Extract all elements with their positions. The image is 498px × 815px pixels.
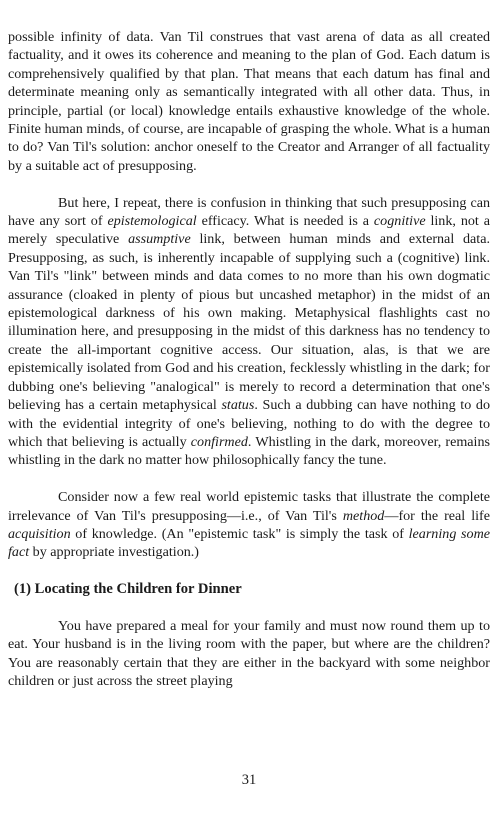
- section-heading: (1) Locating the Children for Dinner: [14, 581, 242, 598]
- text-run: link, between human minds and external data. Presupposing, as such, is inherently incapable of supplying such a (cognitive) link. Van Til's "link" between minds and data comes to no more than his own dogmatic assurance (cloaked in plenty of pious but uncashed metaphor) in the midst of an epistemological darkness of his own making. Metaphysical flashlights cast no illumination here, and presupposing in the midst of this darkness has no tendency to create the all-important cognitive access. Our situation, alas, is that we are epistemically isolated from God and his creation, fecklessly whistling in the dark; for dubbing one's believing "analogical" is merely to record a determination that one's believing has a certain metaphysical: [8, 231, 490, 414]
- text-run: by appropriate investigation.): [29, 544, 200, 561]
- italic-text: confirmed: [190, 433, 248, 450]
- italic-text: epistemological: [107, 213, 197, 230]
- italic-text: cognitive: [373, 213, 426, 230]
- paragraph-3: [8, 488, 490, 562]
- text-run: —for the real life: [384, 507, 490, 524]
- paragraph-gap: [8, 470, 490, 488]
- italic-text: acquisition: [8, 525, 71, 542]
- document-page: [8, 28, 490, 691]
- paragraph-gap: [8, 175, 490, 193]
- italic-text: method: [342, 507, 385, 524]
- text-run: You have prepared a meal for your family and must now round them up to eat. Your husband is in the living room with the paper, but where are the children? You are reasonably certain that they are either in the backyard with some neighbor children or just across the street playing: [8, 617, 490, 690]
- text-run: Consider now a few real world epistemic tasks that illustrate the complete irrelevance of Van Til's presupposing—i.e., of Van Til's: [8, 489, 490, 524]
- text-run: link, not a merely speculative: [8, 213, 490, 248]
- paragraph-gap: [8, 562, 490, 580]
- italic-text: status: [221, 397, 255, 414]
- text-run: But here, I repeat, there is confusion in thinking that such presupposing can have any sort of: [8, 194, 490, 230]
- italic-text: assumptive: [128, 231, 191, 248]
- paragraph-1: [8, 28, 490, 175]
- paragraph-2: [8, 194, 490, 470]
- text-run: of knowledge. (An "epistemic task" is simply the task of: [70, 525, 409, 542]
- text-run: . Such a dubbing can have nothing to do with the evidential integrity of one's believing, nothing to do with the degree to which that believing is actually: [8, 397, 490, 450]
- text-run: . Whistling in the dark, moreover, remains whistling in the dark no matter how philosophically fancy the tune.: [8, 433, 490, 469]
- text-run: possible infinity of data. Van Til construes that vast arena of data as all created factuality, and it owes its coherence and meaning to the plan of God. Each datum is comprehensively qualified by that plan. That means that each datum has final and determinate meaning only as semantically integrated with all other data. Thus, in principle, partial (or local) knowledge entails exhaustive knowledge of the whole. Finite human minds, of course, are incapable of grasping the whole. What is a human to do? Van Til's solution: anchor oneself to the Creator and Arranger of all factuality by a suitable act of presupposing.: [8, 29, 490, 174]
- italic-text: learning some fact: [8, 525, 490, 561]
- paragraph-gap: [8, 599, 490, 617]
- paragraph-4: [8, 617, 490, 691]
- text-run: efficacy. What is needed is a: [196, 213, 374, 230]
- page-number: 31: [241, 772, 257, 788]
